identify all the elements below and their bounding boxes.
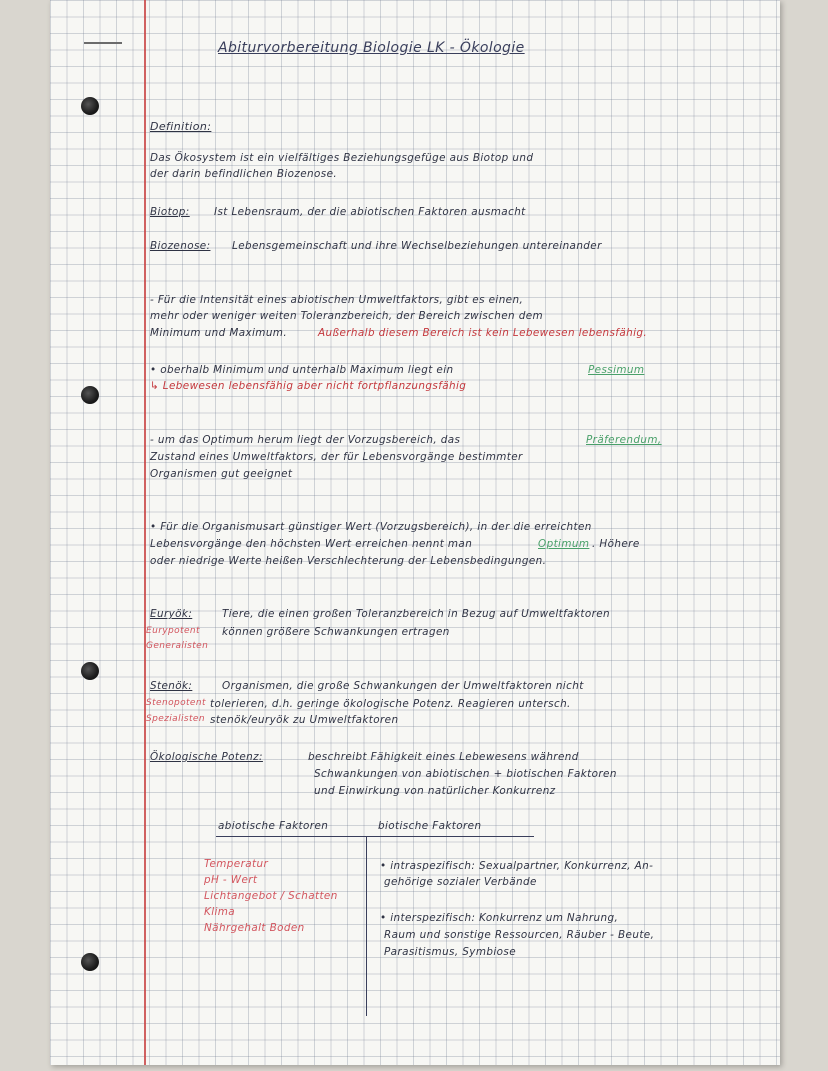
euryoek-side: Generalisten	[146, 641, 209, 651]
stenoek-text: tolerieren, d.h. geringe ökologische Potenz. Reagieren untersch.	[210, 698, 571, 710]
table-header-line	[216, 836, 534, 837]
praeferendum-term: Präferendum,	[586, 434, 662, 446]
definition-line: der darin befindlichen Biozenose.	[150, 168, 338, 180]
biozenose-text: Lebensgemeinschaft und ihre Wechselbeziehungen untereinander	[232, 240, 602, 252]
punch-hole	[81, 386, 99, 404]
praeferendum-line: - um das Optimum herum liegt der Vorzugsbereich, das	[150, 434, 461, 446]
optimum-line: . Höhere	[592, 538, 640, 550]
table-header-biotic: biotische Faktoren	[378, 820, 482, 832]
potenz-text: Schwankungen von abiotischen + biotischen Faktoren	[314, 768, 617, 780]
optimum-line: Lebensvorgänge den höchsten Wert erreichen nennt man	[150, 538, 473, 550]
pessimum-line: • oberhalb Minimum und unterhalb Maximum liegt ein	[150, 364, 454, 376]
definition-heading: Definition:	[150, 120, 212, 133]
potenz-term: Ökologische Potenz:	[150, 751, 263, 763]
biotop-text: Ist Lebensraum, der die abiotischen Faktoren ausmacht	[214, 206, 526, 218]
toleranz-red-text: Außerhalb diesem Bereich ist kein Lebewesen lebensfähig.	[318, 327, 648, 339]
biotop-term: Biotop:	[150, 206, 190, 218]
stenoek-term: Stenök:	[150, 680, 193, 692]
biotic-inter: Raum und sonstige Ressourcen, Räuber - Beute,	[384, 929, 655, 941]
abiotic-factor: Klima	[204, 906, 236, 918]
biotic-intra: gehörige sozialer Verbände	[384, 876, 537, 888]
euryoek-text: Tiere, die einen großen Toleranzbereich in Bezug auf Umweltfaktoren	[222, 608, 611, 620]
table-column-divider	[366, 836, 367, 1016]
definition-line: Das Ökosystem ist ein vielfältiges Beziehungsgefüge aus Biotop und	[150, 152, 534, 164]
toleranz-line: - Für die Intensität eines abiotischen Umweltfaktors, gibt es einen,	[150, 294, 524, 306]
euryoek-text: können größere Schwankungen ertragen	[222, 626, 450, 638]
praeferendum-line: Organismen gut geeignet	[150, 468, 293, 480]
optimum-line: • Für die Organismusart günstiger Wert (Vorzugsbereich), in der die erreichten	[150, 521, 592, 533]
biozenose-term: Biozenose:	[150, 240, 211, 252]
potenz-text: beschreibt Fähigkeit eines Lebewesens während	[308, 751, 579, 763]
biotic-inter: • interspezifisch: Konkurrenz um Nahrung,	[380, 912, 619, 924]
pessimum-sub: ↳ Lebewesen lebensfähig aber nicht fortpflanzungsfähig	[150, 380, 467, 392]
margin-line	[144, 0, 146, 1065]
optimum-line: oder niedrige Werte heißen Verschlechterung der Lebensbedingungen.	[150, 555, 547, 567]
punch-hole	[81, 662, 99, 680]
pessimum-term: Pessimum	[588, 364, 645, 376]
biotic-inter: Parasitismus, Symbiose	[384, 946, 516, 958]
toleranz-line: Minimum und Maximum.	[150, 327, 288, 339]
praeferendum-line: Zustand eines Umweltfaktors, der für Lebensvorgänge bestimmter	[150, 451, 523, 463]
euryoek-side: Eurypotent	[146, 626, 200, 636]
page-title: Abiturvorbereitung Biologie LK - Ökologie	[218, 40, 525, 56]
abiotic-factor: Nährgehalt Boden	[204, 922, 305, 934]
abiotic-factor: Temperatur	[204, 858, 269, 870]
stenoek-text: Organismen, die große Schwankungen der Umweltfaktoren nicht	[222, 680, 584, 692]
top-dash	[84, 42, 122, 44]
punch-hole	[81, 953, 99, 971]
potenz-text: und Einwirkung von natürlicher Konkurrenz	[314, 785, 556, 797]
stenoek-text: stenök/euryök zu Umweltfaktoren	[210, 714, 399, 726]
table-header-abiotic: abiotische Faktoren	[218, 820, 329, 832]
biotic-intra: • intraspezifisch: Sexualpartner, Konkurrenz, An-	[380, 860, 654, 872]
optimum-term: Optimum	[538, 538, 590, 550]
stenoek-side: Stenopotent	[146, 698, 206, 708]
toleranz-line: mehr oder weniger weiten Toleranzbereich, der Bereich zwischen dem	[150, 310, 544, 322]
punch-hole	[81, 97, 99, 115]
abiotic-factor: Lichtangebot / Schatten	[204, 890, 338, 902]
stenoek-side: Spezialisten	[146, 714, 205, 724]
abiotic-factor: pH - Wert	[204, 874, 258, 886]
euryoek-term: Euryök:	[150, 608, 193, 620]
